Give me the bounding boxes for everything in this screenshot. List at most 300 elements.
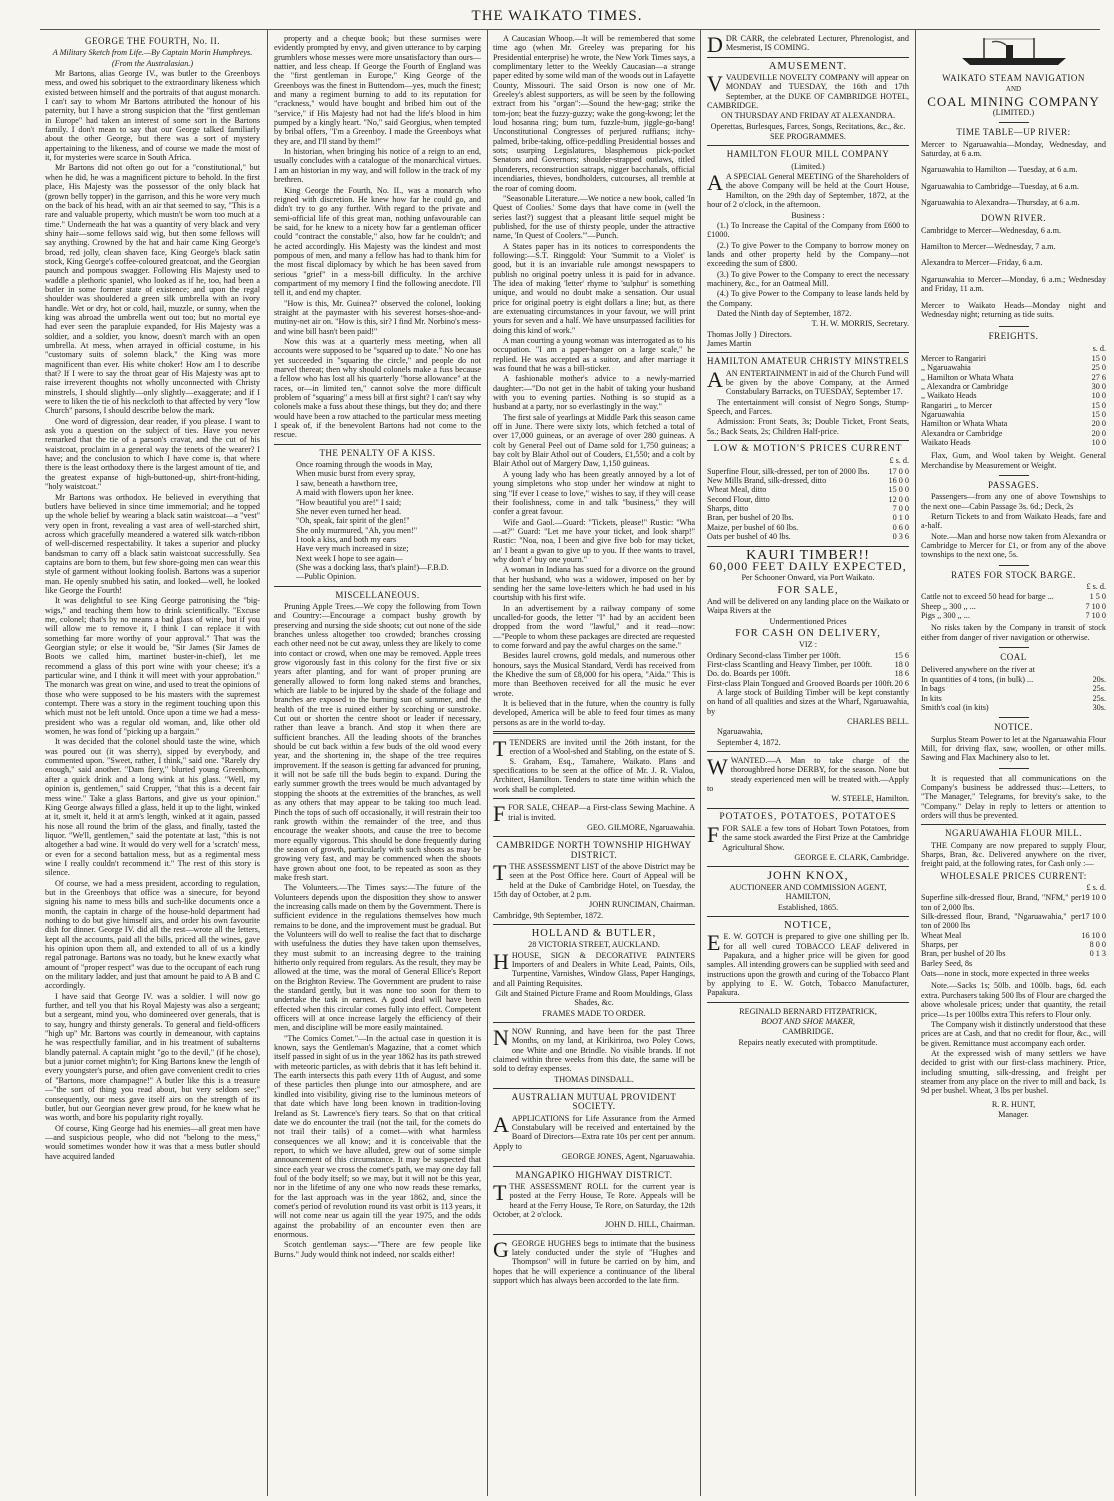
wanted-ad: WWANTED.—A Man to take charge of the thoroughbred horse DERBY, for the season. None but steady experienced men will be treated with.—Apply to	[707, 754, 909, 794]
divider	[274, 444, 481, 445]
table-row	[921, 694, 1106, 703]
paragraph: One word of digression, dear reader, if you please. I want to ask you a question on the subject of ties. Have you never remarked that the tie of a parson's cravat, and the cut of his waistcoat, proclaim in a general way the tenets of the wearer? I have; and the conclusion to which I have come is, that where there is the least orthodoxy there is the largest amount of tie, and the greatest expanse of high-buttoned-up, shirt-front-hiding, "holy waistcoat."	[45, 416, 260, 492]
value-cell: 1 5 0	[1089, 592, 1106, 602]
column-4	[707, 34, 909, 1494]
table-row	[707, 504, 909, 513]
vaudeville-alexandra: ON THURSDAY AND FRIDAY AT ALEXANDRA.	[720, 111, 896, 121]
poem-line: Next week I hope to see again—	[296, 553, 403, 563]
passages-title: PASSAGES.	[988, 480, 1039, 490]
dinsdall-ad: NNOW Running, and have been for the past Three Months, on my land, at Kirikiriroa, two Poley Cows, one White and one Brindle. No visible brands. If not claimed within three weeks from this date, the same will be sold to defray expenses.	[493, 1025, 695, 1074]
poem-line: I saw, beneath a hawthorn tree,	[296, 478, 398, 488]
value-cell: 0 1 0	[892, 513, 909, 523]
table-row	[921, 592, 1106, 601]
item-cell: Superfine silk-dressed flour, Brand, "NFM," per ton of 2,000 lbs.	[921, 893, 1082, 912]
feet-title: 60,000 FEET DAILY EXPECTED,	[709, 558, 907, 573]
item-cell: In kits	[921, 693, 942, 703]
tender-ad: TTENDERS are invited until the 26th instant, for the erection of a Wool-shed and Stabling, on the estate of S. S. Graham, Esq., Tamahere, Waikato. Plans and specifications to be seen at the office of Mr. J. R. Vialou, Architect, Hamilton. Tenders to state time within which the work shall be completed.	[493, 736, 695, 794]
item-cell: Wheat Meal, ditto	[707, 485, 767, 495]
table-row	[921, 684, 1106, 693]
item-cell: Hamilton or Whata Whata	[921, 419, 1008, 429]
paragraph: I have said that George IV. was a soldier. I will now go further, and tell you that his Royal Majesty was also a sergeant; but a sergeant, mind you, who domineered over generals, that is to say, hungry and thirsty generals. To general and field-officers "high up" Mr. Bartons was courtly in demeanour, with captains he was respectfully familiar, and in his treatment of subalterns blandly paternal. A captain might "go to the devil," (if he chose), but a junior cornet mightn't; for King Bartons knew the length of every youngster's purse, and often gave convenient credit to cries of "Bartons, more champagne!" A butler like this is a treasure—"the sort of thing you read about, but very seldom see;" consequently, our mess gave itself airs on the strength of its butler, but our Georgian never grew proud, for he knew what he was worth, and bore his popularity right royally.	[45, 991, 260, 1123]
item-cell: In quantities of 4 tons, (in bulk) ...	[921, 674, 1034, 684]
up-schedule	[921, 140, 1106, 208]
return-tickets: Return Tickets to and from Waikato Heads, fare and a-half.	[921, 512, 1106, 531]
item-cell: First-class Scantling and Heavy Timber, per 100ft.	[707, 659, 873, 669]
paragraph: property and a cheque book; but these surmises were evidently prompted by envy, and given utterance to by carping grumblers whose messes were more unsatisfactory than ours—nattier, and less cheap. If George the Fourth of England was the "first gentleman in Europe," King George of the Greenboys was the finest in Buttendom—yes, much the finest; and many a regiment burning to add to its reputation for "crackness," would have bought and bribed him out of the "service," if His Majesty had not had the life's blood in him pumped by a kingly heart. "No," said Georgius, when tempted by bribal offers, "I'm a Greenboy. I made the Greenboys what they are, and I'll stand by them!"	[274, 34, 481, 146]
table-row	[707, 669, 909, 678]
vaudeville-program: Operettas, Burlesques, Farces, Songs, Recitations, &c., &c.	[710, 121, 906, 131]
holland-frames: Gilt and Stained Picture Frame and Room Mouldings, Glass Shades, &c.	[495, 989, 693, 1008]
mill-signature: T. H. W. MORRIS, Secretary.	[811, 319, 909, 329]
divider	[999, 122, 1029, 123]
christy-ad: AAN ENTERTAINMENT in aid of the Church Fund will be given by the above Company, at the Armed Constabulary Barracks, on TUESDAY, September 17.	[707, 366, 909, 397]
value-cell: 0 3 6	[892, 532, 909, 542]
divider	[493, 836, 695, 837]
item-cell: Sharps, per	[921, 940, 958, 950]
schedule-item: Mercer to Waikato Heads—Monday night and Wednesday night; returning as tide suits.	[921, 300, 1106, 319]
list-item: (4.) To give Power to the Company to lease lands held by the Company.	[707, 289, 909, 308]
sewing-ad: FFOR SALE, CHEAP—a First-class Sewing Machine. A trial is invited.	[493, 801, 695, 827]
value-cell: 16 10 0	[1081, 930, 1106, 940]
value-cell: 15 0	[1091, 409, 1106, 419]
mangapiko-signature: JOHN D. HILL, Chairman.	[604, 1220, 695, 1230]
kauri-title: KAURI TIMBER!!	[746, 547, 870, 563]
amusement-title: AMUSEMENT.	[768, 60, 848, 72]
oats: Oats—none in stock, more expected in three weeks	[921, 969, 1090, 979]
value-cell: 7 10 0	[1085, 601, 1106, 611]
mill-business: Business :	[791, 210, 825, 220]
paragraph: A young lady who has been greatly annoyed by a lot of young simpletons who stop under her window at night to sing "If ever I cease to love," wishes to say, if they will cease their foolishness, come in and talk "business," they will confer a great favour.	[493, 469, 695, 517]
mill-items	[707, 221, 909, 308]
christy-text: The entertainment will consist of Negro Songs, Stump-Speech, and Farces.	[707, 397, 909, 417]
divider	[999, 565, 1029, 566]
freights-head: s. d.	[1092, 343, 1106, 353]
sewing-signature: GEO. GILMORE, Ngaruawahia.	[586, 822, 695, 832]
schedule-item: Ngaruawahia to Mercer—Monday, 6 a.m.; Wednesday and Friday, 11 a.m.	[921, 274, 1106, 294]
down-title: DOWN RIVER.	[981, 213, 1046, 224]
flour-mill-text: THE Company are now prepared to supply Flour, Sharps, Bran, &c. Delivered anywhere on the river, freight paid, at the following rates, for Cash only :—	[921, 840, 1106, 869]
wholesale-title: WHOLESALE PRICES CURRENT:	[940, 870, 1087, 881]
divider	[707, 866, 909, 867]
table-row	[921, 940, 1106, 949]
value-cell: 27 6	[1091, 372, 1106, 382]
divider	[493, 924, 695, 925]
mangapiko-ad: TTHE ASSESSMENT ROLL for the current year is posted at the Ferry House, Te Rore. Appeals will be heard at the Ferry House, Te Rore, on Saturday, the 12th October, at 2 o'clock.	[493, 1179, 695, 1219]
value-cell: 8 0 0	[1089, 940, 1106, 950]
table-row	[921, 602, 1106, 611]
schedule-item: Ngaruawahia to Alexandra—Thursday, at 6 a.m.	[921, 198, 1080, 208]
column-2	[274, 34, 481, 1494]
value-cell: 7 10 0	[1085, 611, 1106, 621]
paragraph: Of course, King George had his enemies—all great men have—and suspicious people, who did not "belong to the mess," would sometimes wonder how it was that a mess butler should have acquired landed	[45, 1123, 260, 1161]
knox-established: Established, 1865.	[777, 902, 839, 912]
amp-ad: AAPPLICATIONS for Life Assurance from the Armed Constabulary will be received and entertained by the Board of Directors—Extra rate 10s per cent per annum. Apply to	[493, 1111, 695, 1151]
dinsdall-signature: THOMAS DINSDALL.	[554, 1074, 634, 1084]
divider	[999, 326, 1029, 327]
notice-title: NOTICE,	[783, 919, 833, 931]
steamship-icon	[954, 36, 1074, 68]
item-cell: Smith's coal (in kits)	[921, 702, 989, 712]
poem-body	[274, 460, 481, 581]
divider	[707, 546, 909, 547]
highway-date: Cambridge, 9th September, 1872.	[493, 910, 604, 920]
divider	[921, 824, 1106, 825]
knox-ad: AUCTIONEER AND COMMISSION AGENT, HAMILTON,	[729, 882, 887, 902]
paragraph: A States paper has in its notices to correspondents the following:—S.T. Ringgold: Your 'Summit to a Violet' is good, but it is an invariable rule amongst newspapers to publish no original poetry unless it is paid for in advance. The idea of making 'letter' rhyme to 'sulphur' is something unique, and would no doubt make a sensation. Our usual price for original poetry is eight dollars a line; but, as there are extenuating circumstances in your favour, we will print yours for seven and a half. We have unsurpassed facilities for doing this kind of work."	[493, 241, 695, 335]
divider	[493, 1022, 695, 1023]
divider	[493, 1166, 695, 1167]
divider	[707, 57, 909, 58]
paragraph: King George the Fourth, No. II., was a monarch who reigned with discretion. He knew how far he could go, and didn't try to go any further. With regard to the private and semi-official life of this great man, nothing unfavourable can be said, for he knew to a nicety how far a gentleman officer could "contract the constable," also, how far he couldn't; and he acted accordingly. His Majesty was the kindest and most pompous of men, and many a fellow has had to thank him for the most fiscal diplomacy by which he has been saved from serious "grief" in a mess-bill difficulty. In the archive compartment of my memory I find the following anecdote. I'll tell it, and end my chapter.	[274, 185, 481, 298]
divider	[493, 1234, 695, 1235]
coal-table	[921, 675, 1106, 712]
table-row	[707, 523, 909, 532]
schedule-item: Ngaruawahia to Cambridge—Tuesday, at 6 a.m.	[921, 181, 1079, 191]
coal-company-title: COAL MINING COMPANY	[927, 93, 1100, 109]
masthead: THE WAIKATO TIMES.	[471, 8, 643, 24]
value-cell: 0 1 3	[1089, 949, 1106, 959]
item-cell: New Mills Brand, silk-dressed, ditto	[707, 476, 827, 486]
poem-line: Once roaming through the woods in May,	[296, 460, 433, 470]
poem-line: She never even turned her head.	[296, 506, 402, 516]
table-row	[707, 476, 909, 485]
amp-signature: GEORGE JONES, Agent, Ngaruawahia.	[561, 1152, 695, 1162]
poem-line: She only murmured, "Ah, you men!"	[296, 525, 418, 535]
company-note: The Company wish it distinctly understood that these prices are at Cash, and that no credit for flour, &c., will be given. Remittance must accompany each order.	[921, 1019, 1106, 1048]
poem-line: I took a kiss, and both my ears	[296, 534, 397, 544]
wholesale-table	[921, 893, 1106, 958]
mill-sub: (Limited.)	[791, 161, 825, 171]
table-row	[707, 651, 909, 660]
value-cell: 25s.	[1092, 684, 1106, 694]
item-cell: ,, Ngaruawahia	[921, 363, 971, 373]
hunt-signature: R. R. HUNT,	[991, 1099, 1036, 1109]
item-cell: Mercer to Rangariri	[921, 353, 987, 363]
top-rule	[40, 29, 1100, 30]
paragraph: A fashionable mother's advice to a newly-married daughter:—"Do not get in the habit of taking your husband with you to evening parties. Nothing is so stupid as a husband at a party, nor so everlastingly in the way."	[493, 374, 695, 412]
table-row	[921, 419, 1106, 428]
passages-text: Passengers—from any one of above Townships to the next one—Cabin Passage 3s. 6d.; Deck, 2s	[921, 492, 1106, 511]
sacks-note: Note.—Sacks 1s; 50lb. and 100lb. bags, 6d. each extra. Purchasers taking 500 lbs of Flour are charged the above wholesale prices; under that quantity, the retail price—1s per 100lbs extra This refers to Flour only.	[921, 981, 1106, 1019]
item-cell: Superfine Flour, silk-dressed, per ton of 2000 lbs.	[707, 466, 870, 476]
paragraph: Mr Bartons did not often go out for a "constitutional," but when he did, he was a magnificent picture to behold. In the first place, His Majesty was the possessor of the only black hat (grown belly topper) in the garrison, and this he wore very much on the back of his head, with an air that seemed to say, "This is a rare and valuable property, which mustn't be worn too much at a time." Underneath the hat was a quantity of very black and very shiny hair—some fellows said wig, but then some fellows will say anything. Crowned by the hat and hair came King George's broad, red jolly, clean shaven face, King George's black satin stock, King George's coffee-coloured greatcoat, and the Georgian paunch and pompous swagger. Following His Majesty used to waddle a plethoric spaniel, who looked as if he, too, had been a butler in some former state of existence; and upon the regal shoulder was shouldered a green silk umbrella with an ivory handle. Wet or dry, hot or cold, hail, muzzle, or sunny, when the king was abroad the umbrella went out too; but no mortal eye had ever seen the parapluie expanded, for His Majesty was a soldier, and a soldier, you know, doesn't march with an open umbrella. At mess, when arrayed in official costume, in his "customary suits of solemn black," the King was more magnificent than ever. His white choker! How am I to describe that? If I were to say the throat gear of His Majesty was apt to raise irreverent thoughts not wholly unconnected with Christy minstrels, I should slightly—only slightly—exaggerate; and if I were to liken the tie of his neckcloth to that affected by very "low Church" parsons, I should describe below the mark.	[45, 163, 260, 416]
column-rule	[915, 30, 916, 1496]
value-cell: 20s.	[1092, 674, 1106, 684]
value-cell: 16 0 0	[888, 476, 909, 486]
table-row	[921, 611, 1106, 620]
article-title: GEORGE THE FOURTH, No. II.	[84, 36, 221, 46]
value-cell: 20 6	[894, 678, 909, 688]
table-row	[921, 391, 1106, 400]
grist-note: At the expressed wish of many settlers we have decided to grist with our first-class machinery. Price, including smutting, silk-dressing, and freight per steamer from any place on the river to mill and back, 1s 9d per bushel. Wheat, 3 lbs per bushel.	[921, 1048, 1106, 1096]
value-cell: 7 0 0	[892, 504, 909, 514]
holland-title: HOLLAND & BUTLER,	[531, 927, 657, 939]
value-cell: 17 10 0	[1081, 912, 1106, 922]
surplus-note: Surplus Steam Power to let at the Ngaruawahia Flour Mill, for driving flax, saw, woollen, or other mills. Sawing and Flax Machinery also to let.	[921, 734, 1106, 763]
paragraph: In an advertisement by a railway company of some uncalled-for goods, the letter "l" had by an accident been dropped from the word "lawful," and it read—now:—"People to whom these packages are directed are requested to come forward and pay the awful charges on the same."	[493, 603, 695, 650]
amp-title: AUSTRALIAN MUTUAL PROVIDENT SOCIETY.	[511, 1092, 677, 1112]
table-row	[921, 703, 1106, 712]
divider	[707, 145, 909, 146]
cash-delivery: FOR CASH ON DELIVERY,	[735, 627, 881, 639]
paragraph: Of course, we had a mess president, according to regulation, but in the Greenboys that office was a sinecure, for beyond signing his name to mess bills and such-like documents once a month, the captain in charge of the house-hold department had nothing to do but give himself airs, and order his own favourite dish for dinner. George IV. did all the rest—wrote all the letters, kept all the accounts, paid all the bills, priced all the wines, gave his opinion upon them all, and extended to all of us a kindly regal patronage. Bartons was no toady, but he knew exactly what amount of "proper respect" was due to the occupant of each rung on the military ladder, and just that amount he paid to A B and C accordingly.	[45, 878, 260, 991]
potatoes-signature: GEORGE E. CLARK, Cambridge.	[794, 853, 909, 863]
value-cell: 20 0	[1091, 419, 1106, 429]
item-cell: Ngaruawahia	[921, 409, 965, 419]
column-rule	[487, 30, 488, 1496]
item-cell: ,, Waikato Heads	[921, 391, 977, 401]
timber-table	[707, 651, 909, 688]
fitz-place: CAMBRIDGE.	[782, 1027, 834, 1037]
coal-title: COAL	[1000, 652, 1027, 663]
mill-directors: Thomas Jolly } Directors. James Martin	[707, 329, 792, 348]
item-cell: Silk-dressed flour, Brand, "Ngaruawahia," per ton of 2000 lbs	[921, 912, 1082, 931]
item-cell: Rangariri ,, to Mercer	[921, 400, 993, 410]
paragraph: "The Comics Comet."—In the actual case in question it is known, says the Gentleman's Magazine, that a comet which itself passed in sight of us in the year 1862 has its path strewed with meteoric particles, as with debris that it has left behind it. The earth intersects this path every 11th of August, and some of these particles then plunge into our atmosphere, and are kindled into visibility, giving rise to the luminous meteors of that date which have long been known in tradition-loving Ireland as St. Lawrence's fiery tears. So that on that critical date we do encounter the trail (not the tail, for the comets do not trail their tails) of a comet—with what harmless consequences we all know; and it is conceivable that the report, to which we have alluded, grew out of some simple announcement of this circumstance. It may be suspected that since each year we cross the comet's path, we may one day fall foul of the body itself; so we may, but it will not be this year, nor in the lifetime of any one who now reads these remarks, for the last approach was in the year 1862, and, since the comet's period of revolution round its vast orbit is 113 years, it will not come near us again till the year 1975, and the odds against the probability of an encounter even then are enormous.	[274, 1033, 481, 1239]
limited: (LIMITED.)	[992, 108, 1035, 118]
timber-stock: A large stock of Building Timber will be kept constantly on hand of all qualities and sizes at the Wharf, Ngaruawahia, by	[707, 687, 909, 716]
item-cell: Sharps, ditto	[707, 504, 749, 514]
bell-place: Ngaruawahia,	[717, 727, 763, 737]
poem-line: "Oh, speak, fair spirit of the glen!"	[296, 516, 410, 526]
value-cell: 0 6 0	[892, 522, 909, 532]
value-cell: 15 0 0	[888, 485, 909, 495]
value-cell: 15 0	[1091, 400, 1106, 410]
nav-title: WAIKATO STEAM NAVIGATION	[942, 73, 1085, 83]
potatoes-title: POTATOES, POTATOES, POTATOES	[719, 811, 897, 822]
fitz-title: REGINALD BERNARD FITZPATRICK,	[739, 1006, 877, 1016]
delivered: And will be delivered on any landing place on the Waikato or Waipa Rivers at the	[707, 596, 909, 616]
table-row	[707, 532, 909, 541]
table-row	[707, 513, 909, 522]
column-1	[45, 34, 260, 1494]
divider	[707, 352, 909, 353]
mill-date: Dated the Ninth day of September, 1872.	[717, 308, 852, 318]
value-cell: 18 0	[894, 659, 909, 669]
item-cell: Maize, per bushel of 60 lbs.	[707, 522, 799, 532]
prices-title: LOW & MOTION'S PRICES CURRENT	[713, 444, 903, 455]
column-rule	[267, 30, 268, 1496]
paragraph: Mr Bartons, alias George IV., was butler to the Greenboys mess, and owed his sobriquet to the extraordinary likeness which existed between himself and the portraits of that august monarch. I can't say to whom Mr Bartons attributed the honour of his paternity, but I have a strong suspicion that the "first gentleman in Europe" had taken an interest of some sort in the Bartons family. I don't mean to say that our George talked familiarly about the other George, but there was a sort of mystery appertaining to the likeness, and of course we made the most of it, for mysteries were scarce in South Africa.	[45, 69, 260, 163]
table-row	[921, 893, 1106, 912]
notice-title: NOTICE.	[994, 722, 1033, 733]
highway-title: CAMBRIDGE NORTH TOWNSHIP HIGHWAY DISTRICT.	[496, 840, 692, 860]
prices-table	[707, 467, 909, 542]
poem-line: A maid with flowers upon her knee.	[296, 488, 414, 498]
table-row	[707, 467, 909, 476]
poem-line: —Public Opinion.	[296, 572, 357, 582]
wholesale-head: £ s. d.	[1086, 883, 1106, 893]
wanted-signature: W. STEELE, Hamilton.	[831, 794, 909, 804]
schooner: Per Schooner Onward, via Port Waikato.	[741, 573, 875, 583]
article-body	[45, 69, 260, 1161]
paragraph: "How is this, Mr. Guinea?" observed the colonel, looking straight at the paymaster with his severest horses-shoe-and-mutiny-net air on. "How is this, sir? I find Mr. Norbino's mess-and wine bill hasn't been paid!"	[274, 298, 481, 336]
paragraph: "Seasonable Literature.—We notice a new book, called 'In Quest of Coolies.' Some days that have come in (well the series last?) suggest that a pleasant little sequel might be published, for the use of thirsty people, under the attractive name, 'In Quest of Coolers.'"—Punch.	[493, 193, 695, 241]
holland-ad: HHOUSE, SIGN & DECORATIVE PAINTERS Importers of and Dealers in White Lead, Paints, Oils, Turpentine, Varnishes, Window Glass, Paper Hangings, and all Painting Requisites.	[493, 948, 695, 988]
value-cell: 30 0	[1091, 381, 1106, 391]
mill-ad: A A SPECIAL General MEETING of the Shareholders of the above Company will be held at the Court House, Hamilton, on the 29th day of September, 1872, at the hour of 2 o'clock, in the afternoon.	[707, 170, 909, 210]
knox-title: JOHN KNOX,	[767, 868, 849, 883]
table-row	[707, 660, 909, 669]
table-row	[921, 410, 1106, 419]
divider	[707, 808, 909, 809]
paragraph: Now this was at a quarterly mess meeting, when all accounts were supposed to be "squared up to date." No one has yet succeeded in "squaring the circle," and people do not marvel thereat; then why should colonels make a fuss because a fellow who has lost all his quarterly "horse allowance" at the races, or—in limited ten," cannot solve the more difficult problem of "squaring" a mess bill at first sight? I can't say why colonels make a fuss about these things, but they do; and there would have been a row attached to the particular mess meeting I speak of, if the benevolent Bartons had not come to the rescue.	[274, 337, 481, 440]
vaudeville-ad: VVAUDEVILLE NOVELTY COMPANY will appear on MONDAY and TUESDAY, the 16th and 17th September, at the DUKE OF CAMBRIDGE HOTEL, CAMBRIDGE.	[707, 71, 909, 111]
poem-title: THE PENALTY OF A KISS.	[319, 447, 436, 458]
table-row	[921, 429, 1106, 438]
christy-admission: Admission: Front Seats, 3s; Double Ticket, Front Seats, 5s.; Back Seats, 2s; Children Half-price.	[707, 417, 909, 436]
table-row	[921, 401, 1106, 410]
paragraph: A man courting a young woman was interrogated as to his occupation. "I am a paper-hanger on a large scale," he replied. He was accepted as a suitor, and after marriage it was found that he was a bill-sticker.	[493, 336, 695, 374]
barge-head: £ s. d.	[1086, 582, 1106, 592]
value-cell: 10 0	[1091, 391, 1106, 401]
article-source: (From the Australasian.)	[111, 58, 194, 68]
risks-note: No risks taken by the Company in transit of stock either from danger of river navigation or otherwise.	[921, 623, 1106, 642]
viz: VIZ :	[799, 640, 817, 650]
coal-intro: Delivered anywhere on the river at	[921, 664, 1035, 674]
potatoes-ad: FFOR SALE a few tons of Hobart Town Potatoes, from the same stock awarded the First Prize at the Cambridge Agricultural Show.	[707, 822, 909, 852]
column-5	[921, 34, 1106, 1494]
bell-signature: CHARLES BELL.	[847, 717, 909, 726]
item-cell: Alexandra or Cambridge	[921, 428, 1003, 438]
article-subtitle: A Military Sketch from Life.—By Captain Morin Humphreys.	[52, 48, 253, 58]
value-cell: 25s.	[1092, 693, 1106, 703]
down-schedule	[921, 226, 1106, 319]
article-body	[274, 34, 481, 440]
schedule-item: Hamilton to Mercer—Wednesday, 7 a.m.	[921, 242, 1056, 252]
item-cell: First-class Plain Tongued and Grooved Boards per 100ft.	[707, 678, 894, 688]
barley: Barley Seed, 8s	[921, 958, 973, 968]
paragraph: It was delightful to see King George patronising the "big-wigs," and teaching them how to drink scientifically. "Excuse me, colonel; that's by no means a bad glass of wine, but if you will allow me to remove it, I think I can replace it with something far more worthy of your approval." That was the Georgian style; or else it would be, "Sir James (Sir James de Boots we called him, martinet buster-in-chief), let me recommend a glass of this port wine with your cheese; it's a particular wine, and I think it will meet with your approbation." The monarch was great on wine, and used to treat the opinions of those who were supposed to be his masters with the supremest contempt. There was a story in the regiment touching upon this which must not be left untold. Once upon a time we had a mess-president who was a regular old woman, and, like other old women, he was fond of "picking up a bargain."	[45, 596, 260, 737]
column-3	[493, 34, 695, 1494]
holland-address: 28 VICTORIA STREET, AUCKLAND.	[528, 940, 660, 950]
value-cell: 20 0	[1091, 428, 1106, 438]
paragraph: A Caucasian Whoop.—It will be remembered that some time ago (when Mr. Greeley was preparing for his Presidential enterprise) he wrote, the New York Times says, a complimentary letter to the Weekly Caucasian—a strange paper edited by some wild man of the woods out in Lafayette County, Missouri. The said Orson is now one of Mr. Greeley's ablest supporters, as will be seen by the following extract from his "organ":—Sound the hew-gag; strike the tom-jon; beat the fuzzy-guzzy; wake the gong-kwong; let the loud hosanna ring; bum tum, fuzzle-bum, jiggle-go-bang! Unconstitutional Congresses of perjured ruffians; itchy-palmed, bribe-taking, office-peddling Presidential bosses and sots; usurping Legislatures, blasphemous pick-pocket Senators and Governors; shoulder-strapped outlaws, titled plunderers, reconstruction satraps, nigger bacchanals, official incendiaries, thieves, bondholders, cutcourses, all tremble at the roar of coming doom.	[493, 34, 695, 193]
item-cell: In bags	[921, 684, 945, 694]
list-item: (3.) To give Power to the Company to erect the necessary machinery, &c., for an Oatmeal Mill.	[707, 269, 909, 288]
manager: Manager.	[998, 1109, 1029, 1119]
column-rule	[700, 30, 701, 1496]
table-row	[707, 485, 909, 494]
table-row	[921, 373, 1106, 382]
divider	[493, 798, 695, 799]
value-cell: 12 0 0	[888, 494, 909, 504]
flax-note: Flax, Gum, and Wool taken by Weight. General Merchandise by Measurement or Weight.	[921, 451, 1106, 470]
barge-title: RATES FOR STOCK BARGE.	[951, 569, 1076, 580]
value-cell: 25 0	[1091, 363, 1106, 373]
divider	[493, 731, 695, 734]
list-item: (1.) To Increase the Capital of the Company from £600 to £1000.	[707, 220, 909, 240]
carr-ad: DDR CARR, the celebrated Lecturer, Phrenologist, and Mesmerist, IS COMING.	[707, 34, 909, 57]
divider	[707, 1002, 909, 1003]
misc-body	[493, 34, 695, 727]
divider	[493, 1088, 695, 1089]
item-cell: Bran, per bushel of 20 lbs	[921, 949, 1006, 959]
item-cell: Wheat Meal	[921, 930, 962, 940]
table-row	[921, 363, 1106, 372]
item-cell: Do. do. Boards per 100ft.	[707, 669, 791, 679]
hughes-ad: GGEORGE HUGHES begs to intimate that the business lately conducted under the style of "Hughes and Thompson" will in future be carried on by him, and hopes that he will experience a continuance of the liberal support which has always been accorded to the late firm.	[493, 1236, 695, 1285]
value-cell: 30s.	[1092, 702, 1106, 712]
item-cell: Waikato Heads	[921, 437, 971, 447]
christy-title: HAMILTON AMATEUR CHRISTY MINSTRELS	[707, 356, 909, 367]
misc-body	[274, 602, 481, 1259]
schedule-item: Ngaruawahia to Hamilton — Tuesday, at 6 a.m.	[921, 165, 1078, 175]
schedule-item: Alexandra to Mercer—Friday, 6 a.m.	[921, 258, 1043, 268]
vaudeville-see: SEE PROGRAMMES.	[770, 132, 846, 142]
paragraph: Besides laurel crowns, gold medals, and numerous other honours, says the Musical Standard, Verdi has received from the Khedive the sum of £8,000 for his opera, "Aida." This is more than Beethoven received for all the music he ever wrote.	[493, 651, 695, 698]
prices-head: £ s. d.	[889, 456, 909, 466]
bell-date: September 4, 1872.	[717, 737, 781, 747]
flour-mill-title: NGARUAWAHIA FLOUR MILL.	[944, 828, 1083, 839]
table-row	[921, 912, 1106, 931]
list-item: (2.) To give Power to the Company to borrow money on lands and other property held by the Company—not exceeding the sum of £800.	[707, 240, 909, 269]
table-row	[921, 949, 1106, 958]
paragraph: It is believed that in the future, when the country is fully developed, America will be able to feed four times as many persons as are in the world to-day.	[493, 699, 695, 727]
value-cell: 15 0	[1091, 353, 1106, 363]
divider	[999, 475, 1029, 476]
table-row	[921, 931, 1106, 940]
mill-title: HAMILTON FLOUR MILL COMPANY	[726, 149, 890, 160]
paragraph: The first sale of yearlings at Middle Park this season came off in June. There were sixty lots, which fetched a total of over 17,000 guineas, or an average of over 280 guineas. A colt by General Peel out of Dame sold for 1,750 guineas; a bay colt by Blair Athol out of Couders, £1,550; and a colt by Blair Athol out of Margery Daw, 1,150 guineas.	[493, 412, 695, 469]
paragraph: Pruning Apple Trees.—We copy the following from Town and Country:—Encourage a compact bushy growth by preserving and nursing the side shoots; cut out none of the side branches unless altogether too crowded; branches crossing each other need not be cut away, unless they are likely to come into contact or crowd, when one may be removed. Apple trees grow vigorously fast in this colony for the first five or six years after planting, and for want of proper pruning are generally allowed to form long naked stems and branches, which are liable to be injured by the shade of the foliage and branches are exposed to the burning sun of summer, and the health of the tree is ruined either by scorching or sunstroke. Cut out or shorten the centre shoot or leader if necessary, rather than leave a branch. And stop it when there are sufficient branches. All the leading shoots of the branches should be cut back within a few buds of the old wood every year, and the shortening in, the shape of the tree requires improvement. If the season is getting far advanced for pruning, it will not be safe till the buds begin to expand. During the early summer growth the trees would be much advantaged by stopping the shoots at the extremities of the branches, as well as any others that may appear to be taking too much lead. Pinch the tops of such off occasionally, it will restrain their too rank growth within the remainder of the tree, and thus encourage the weaker shoots, and cause the tree to become more equally vigorous. This should be done frequently during the season of growth, particularly with such shoots as may be growing very fast, and may be commenced when the shoots have grown about one foot, to be repeated as soon as they make fresh start.	[274, 601, 481, 882]
poem-line: "How beautiful you are!" I said;	[296, 497, 402, 507]
table-row	[921, 382, 1106, 391]
gotch-ad: E E. W. GOTCH is prepared to give one shilling per lb. for all well cured TOBACCO LEAF delivered in Papakura, and a higher price will be given for good samples. All intending growers can be supplied with seed and instructions upon the growth and curing of the Tobacco Plant by applying to E. W. Gotch, Tobacco Manufacturer, Papakura.	[707, 930, 909, 998]
divider	[707, 440, 909, 441]
value-cell: 17 0 0	[888, 466, 909, 476]
divider	[274, 586, 481, 587]
item-cell: Bran, per bushel of 20 lbs.	[707, 513, 794, 523]
schedule-item: Mercer to Ngaruawahia—Monday, Wednesday, and Saturday, at 6 a.m.	[921, 139, 1106, 159]
table-row	[921, 438, 1106, 447]
mangapiko-title: MANGAPIKO HIGHWAY DISTRICT.	[515, 1169, 673, 1180]
paragraph: Mr Bartons was orthodox. He believed in everything that butlers have believed in since time immemorial; and he topped up the whole belief by wearing a black satin waistcoat—a "vest" very open in front, revealing a vast area of well-starched shirt, across which gracefully meandered a watered silk watch-ribbon of well-discerned respectability. It takes a superior and plucky bandsman to carry off a black satin waistcoat successfully. Sea captains are born to them, but few shore-going men can wear this style of garment without looking foolish. Bartons was a superior man. He openly snubbed his satin, and looked—well, he looked like George the Fourth!	[45, 492, 260, 595]
nav-and: AND	[1005, 85, 1022, 94]
divider	[707, 916, 909, 917]
divider	[999, 647, 1029, 648]
value-cell: 19 10 0	[1081, 893, 1106, 903]
table-row	[707, 495, 909, 504]
paragraph: Scotch gentleman says:—"There are few people like Burns." Judy would think not indeed, nor scalds either!	[274, 1240, 481, 1259]
item-cell: Second Flour, ditto	[707, 494, 770, 504]
table-row	[921, 675, 1106, 684]
item-cell: Pigs ,, 300 ,, ...	[921, 611, 970, 621]
paragraph: The Volunteers.—The Times says:—The future of the Volunteers depends upon the disposition they show to answer the increasing calls made on them by the Government. There is sufficient evidence in the regulations themselves how much remains to be done, and the improvement must be gradual. But the Volunteers will do well to realise the fact that to discharge with usefulness the duties they have taken upon themselves, they must submit to an increasing degree to the training hitherto only required from regulars. As the result, they may be allowed at the time, was the moral of General Ellice's Report on the Brighton Review. The Government are prudent to raise the standard gently, but it was none too soon for them to undertake the task in earnest. A good deal will have been effected when this circular comes fully into effect. Competent officers will at once increase largely the efficiency of their men, and discipline will be more easily maintained.	[274, 883, 481, 1033]
schedule-item: Cambridge to Mercer—Wednesday, 6 a.m.	[921, 225, 1061, 235]
item-cell: ,, Alexandra or Cambridge	[921, 381, 1009, 391]
section-title: MISCELLANEOUS.	[335, 589, 420, 600]
fitz-repairs: Repairs neatly executed with promptitude.	[738, 1037, 878, 1047]
paragraph: A woman in Indiana has sued for a divorce on the ground that her husband, who was a widower, imposed on her by sending her the same love-letters which he had used in his courtship with his first wife.	[493, 565, 695, 603]
holland-order: FRAMES MADE TO ORDER.	[542, 1008, 646, 1018]
freights-title: FREIGHTS.	[988, 331, 1039, 342]
divider	[999, 768, 1029, 769]
table-row	[707, 679, 909, 688]
for-sale: FOR SALE,	[777, 584, 839, 596]
request-note: It is requested that all communications on the Company's business be addressed thus:—Letters, to "The Manager," Telegrams, for brevity's sake, to the "Company." Delay in reply to letters or attention to orders will thus be prevented.	[921, 773, 1106, 820]
paragraph: Wife and Gaol.—Guard: "Tickets, please!" Rustic: "Wha—at?" Guard: "Let me have your ticket, and look sharp!" Rustic: "Noa, noa, I been and give five bob for may ticket, an' I beant a gwan to give up to you. If thee wants to travel, why don't e' buy one yourn."	[493, 517, 695, 564]
item-cell: Ordinary Second-class Timber per 100ft.	[707, 650, 841, 660]
timetable-title: TIME TABLE—UP RIVER:	[956, 127, 1071, 138]
item-cell: Cattle not to exceed 50 head for barge ...	[921, 592, 1054, 602]
poem-line: (She was a docking lass, that's plain!)—F.B.D.	[296, 562, 449, 572]
item-cell: ,, Hamilton or Whata Whata	[921, 372, 1014, 382]
highway-ad: TTHE ASSESSMENT LIST of the above District may be seen at the Post Office here. Court of Appeal will be held at the Duke of Cambridge Hotel, on Tuesday, the 15th day of October, at 2 p.m.	[493, 859, 695, 899]
divider	[999, 717, 1029, 718]
table-row	[921, 354, 1106, 363]
paragraph: It was decided that the colonel should taste the wine, which was poured out (it was sherry), sipped by everybody, and commented upon. "Sweet, rather, I think," said one. "Rarely dry enough," said another. "Dam fiery," blurted young Greenhorn, after a quick drink and a long wink at his glass. "Well, my opinion is, gentlemen," said Crupper, "that this is a decent fair mess wine." Take a glass Bartons, and give us your opinion." King George always filled a glass, held it up to the light, winked at it, smelt it, held it at arm's length, winked at it again, passed his nose all round the brim of the glass, and finally, tasted the liquor. "We'll, gentlemen," said the potentate at last, "this is not altogether a bad wine. It would do very well for a 'scratch' mess, or even for a second battalion mess, but as a regimental mess wine I really couldn't recommend it." The rest of this story is silence.	[45, 737, 260, 878]
